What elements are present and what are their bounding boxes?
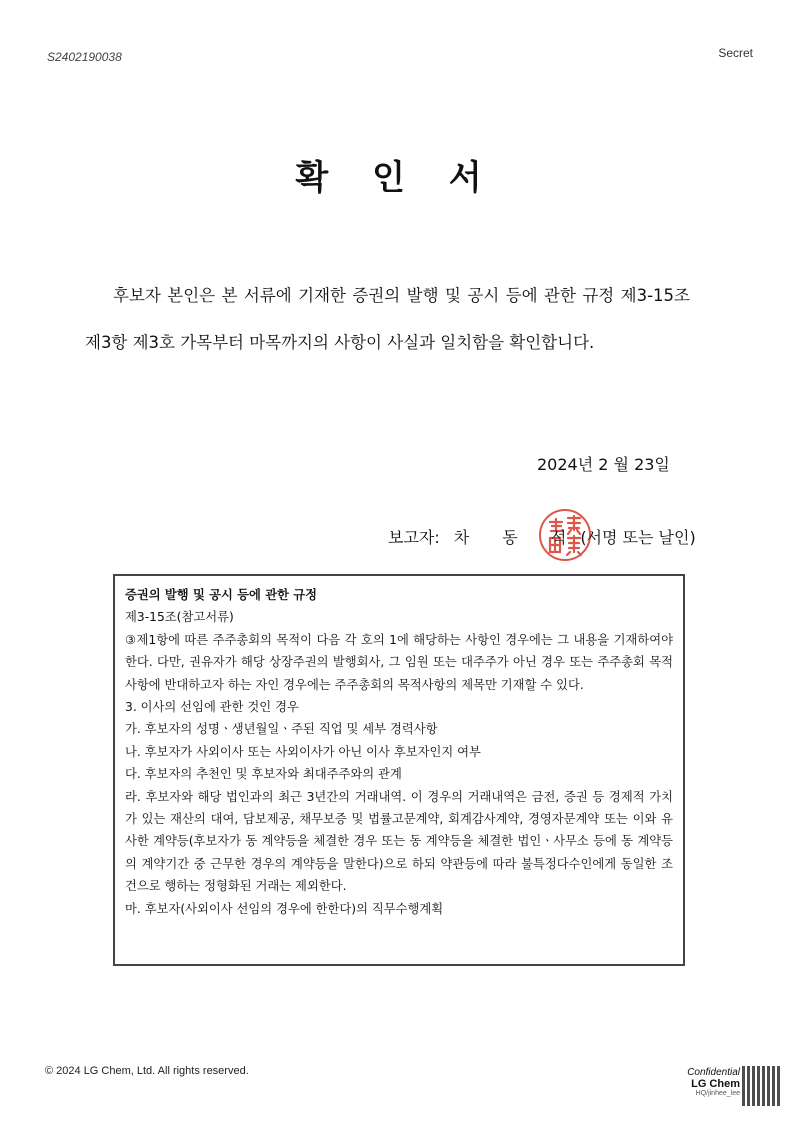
- regulation-line: 다. 후보자의 추천인 및 후보자와 최대주주와의 관계: [125, 767, 402, 782]
- reporter-label: 보고자:: [388, 528, 440, 547]
- confidential-label: Confidential: [687, 1067, 740, 1078]
- document-date: 2024년 2 월 23일: [537, 455, 670, 474]
- regulation-line: 가. 후보자의 성명ㆍ생년월일ㆍ주된 직업 및 세부 경력사항: [125, 722, 438, 737]
- regulation-box: [113, 574, 685, 966]
- regulation-line: ③제1항에 따른 주주총회의 목적이 다음 각 호의 1에 해당하는 사항인 경우에는 그 내용을 기재하여야 한다. 다만, 권유자가 해당 상장주권의 발행회사, 그 임원 또는 대주주가 아닌 경우 또는 주주총회 목적사항에 반대하고자 하는 자인 경우에는 주주총회의 목적사항의 제목만 기재할 수 있다.: [125, 632, 673, 692]
- confidential-mark: [678, 1067, 740, 1097]
- document-title: 확 인 서: [295, 158, 498, 198]
- reporter-name: 차 동 석: [453, 528, 581, 547]
- regulation-line: 마. 후보자(사외이사 선임의 경우에 한한다)의 직무수행계획: [125, 901, 444, 916]
- regulation-article: 제3-15조(참고서류): [125, 610, 234, 625]
- reporter-line: [388, 525, 696, 548]
- regulation-line: 나. 후보자가 사외이사 또는 사외이사가 아닌 이사 후보자인지 여부: [125, 744, 481, 759]
- confirmation-statement: 후보자 본인은 본 서류에 기재한 증권의 발행 및 공시 등에 관한 규정 제3-15조 제3항 제3호 가목부터 마목까지의 사항이 사실과 일치함을 확인합니다.: [85, 286, 690, 352]
- lg-chem-logo: LG Chem: [691, 1078, 740, 1090]
- document-id: S2402190038: [47, 50, 122, 64]
- signature-note: (서명 또는 날인): [580, 528, 696, 547]
- regulation-heading: 증권의 발행 및 공시 등에 관한 규정: [125, 588, 317, 602]
- user-id: HQ/jinhee_lee: [695, 1090, 740, 1097]
- classification-label: Secret: [718, 46, 753, 60]
- regulation-line: 3. 이사의 선임에 관한 것인 경우: [125, 700, 299, 715]
- qr-code-icon: [742, 1066, 782, 1106]
- copyright-notice: © 2024 LG Chem, Ltd. All rights reserved.: [45, 1065, 249, 1077]
- regulation-line: 라. 후보자와 해당 법인과의 최근 3년간의 거래내역. 이 경우의 거래내역은 금전, 증권 등 경제적 가치가 있는 재산의 대여, 담보제공, 채무보증 및 법률고문계약, 회계감사계약, 경영자문계약 또는 이와 유사한 계약등(후보자가 동 계약등을 체결한 경우 또는 동 계약등을 체결한 법인ㆍ사무소 등에 동 계약등의 계약기간 중 근무한 경우의 계약등을 말한다)으로 하되 약관등에 따라 불특정다수인에게 동일한 조건으로 행하는 정형화된 거래는 제외한다.: [125, 789, 673, 894]
